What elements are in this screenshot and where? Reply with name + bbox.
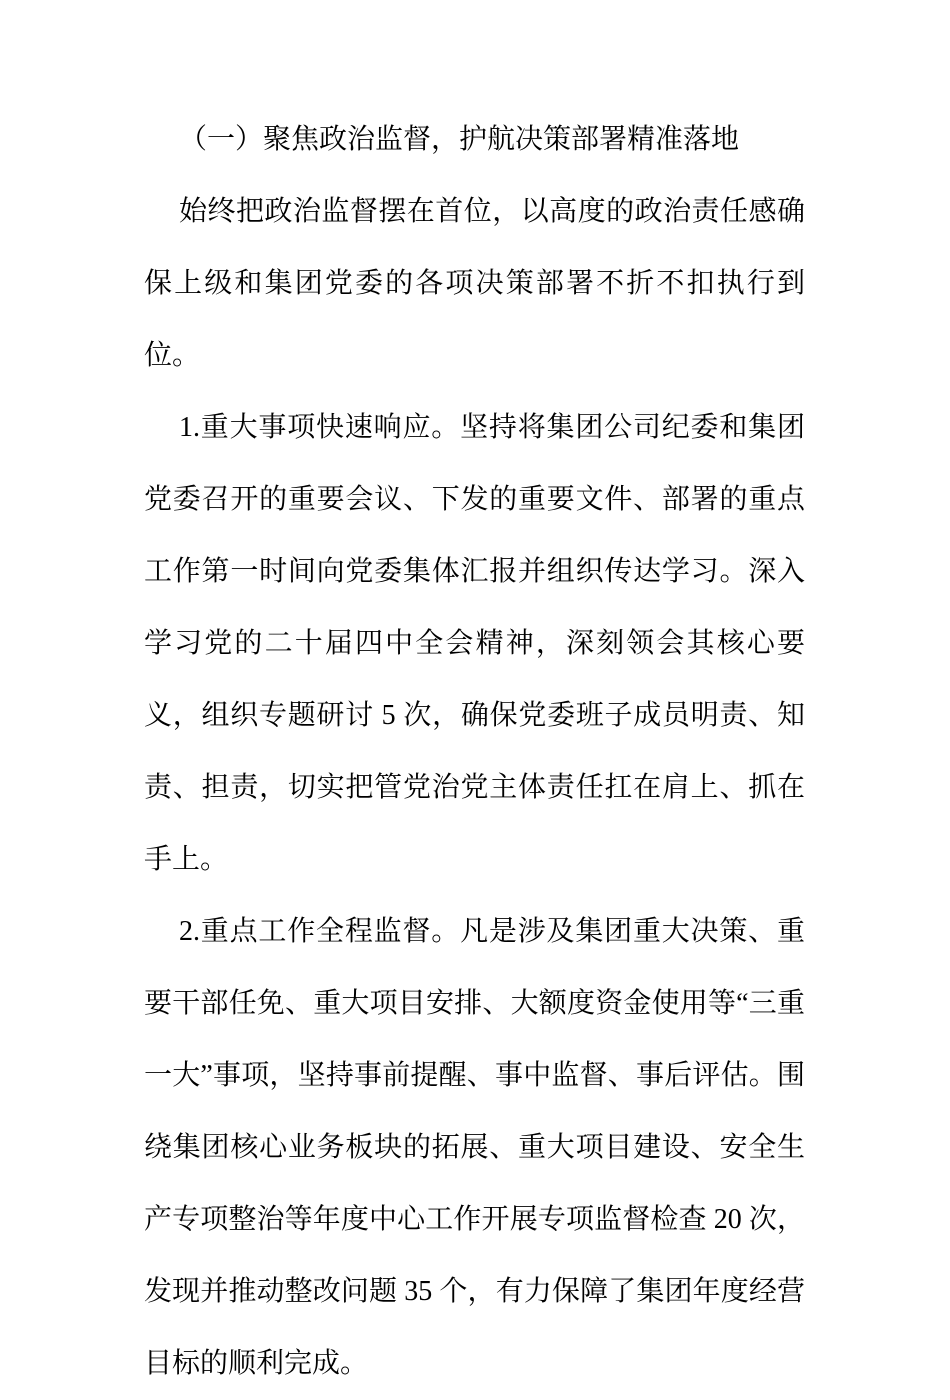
paragraph-intro: 始终把政治监督摆在首位，以高度的政治责任感确保上级和集团党委的各项决策部署不折不扣执行到位。 <box>144 196 805 371</box>
paragraph-item-2: 2.重点工作全程监督。凡是涉及集团重大决策、重要干部任免、重大项目安排、大额度资金使用等“三重一大”事项，坚持事前提醒、事中监督、事后评估。围绕集团核心业务板块的拓展、重大项目建设、安全生产专项整治等年度中心工作开展专项监督检查 20 次，发现并推动整改问题 35 个，有力保障了集团年度经营目标的顺利完成。 <box>144 916 805 1379</box>
section-heading: （一）聚焦政治监督，护航决策部署精准落地 <box>179 124 740 155</box>
paragraph-item-1: 1.重大事项快速响应。坚持将集团公司纪委和集团党委召开的重要会议、下发的重要文件、部署的重点工作第一时间向党委集体汇报并组织传达学习。深入学习党的二十届四中全会精神，深刻领会其核心要义，组织专题研讨 5 次，确保党委班子成员明责、知责、担责，切实把管党治党主体责任扛在肩上、抓在手上。 <box>144 412 805 875</box>
